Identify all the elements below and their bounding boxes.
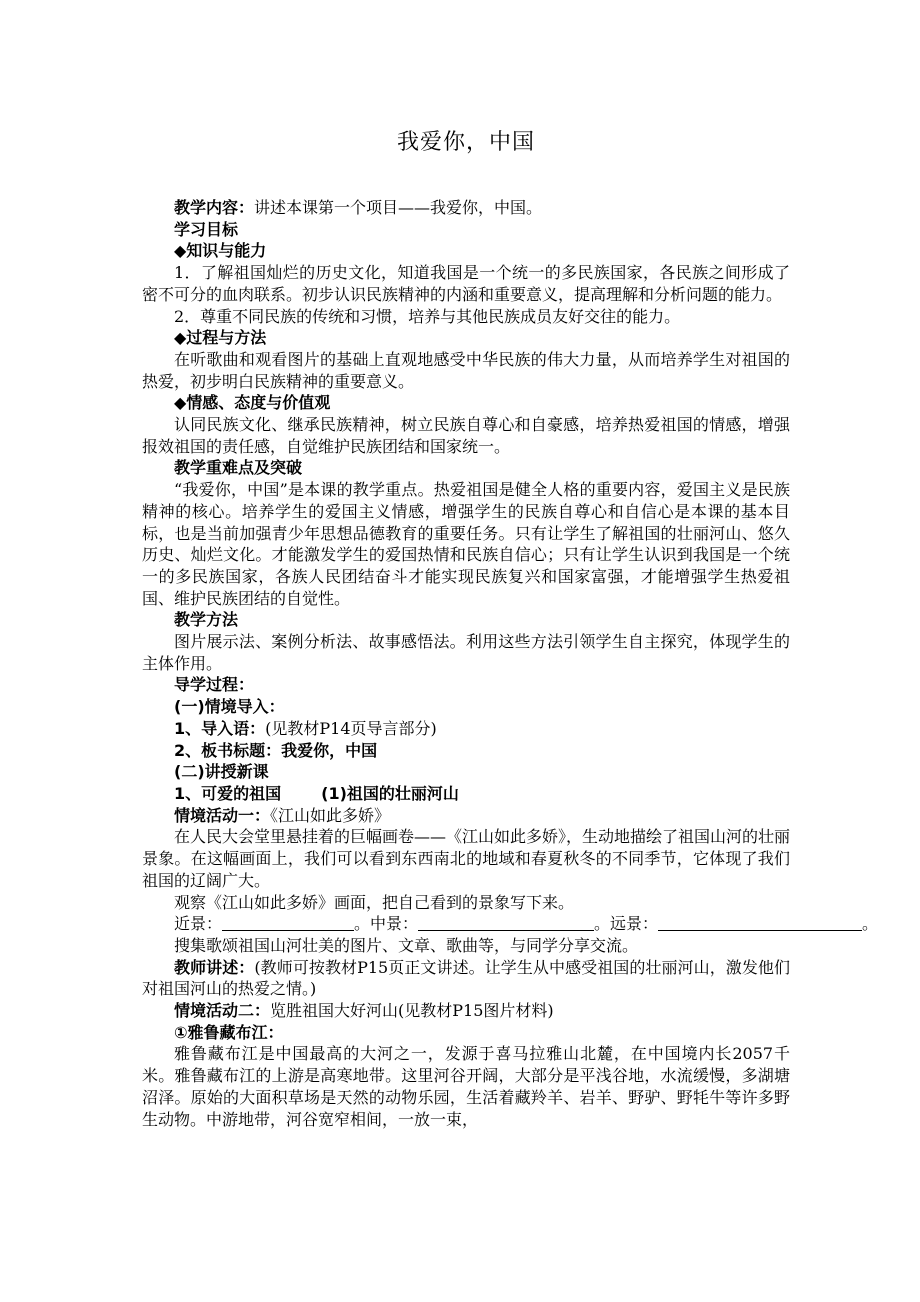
activity-1-instruction: 观察《江山如此多娇》画面，把自己看到的景象写下来。 — [174, 892, 575, 912]
near-blank[interactable] — [222, 915, 354, 931]
knowledge-paragraph-2: 2．尊重不同民族的传统和习惯，培养与其他民族成员友好交往的能力。 — [174, 306, 681, 326]
teaching-content-label: 教学内容： — [174, 198, 255, 217]
activity-1-label: 情境活动一： — [174, 805, 271, 825]
teacher-label: 教师讲述： — [174, 957, 255, 977]
far-label: 。远景： — [594, 914, 659, 934]
board-title-line: 2、板书标题：我爱你，中国 — [174, 740, 378, 760]
teaching-content-line — [142, 197, 790, 219]
end-mark: 。 — [862, 914, 879, 934]
intro-text: (见教材P14页导言部分) — [265, 718, 437, 738]
river-paragraph: 雅鲁藏布江是中国最高的大河之一，发源于喜马拉雅山北麓，在中国境内长2057千米。雅鲁藏布江的上游是高寒地带。这里河谷开阔，大部分是平浅谷地，水流缓慢，多湖塘沼泽。原始的大面积草场是天然的动物乐园，生活着藏羚羊、岩羊、野驴、野牦牛等许多野生动物。中游地带，河谷宽窄相间，一放一束， — [142, 1044, 790, 1129]
document-body — [142, 197, 879, 1130]
key-points-heading: 教学重难点及突破 — [174, 458, 303, 478]
activity-1-title: 《江山如此多娇》 — [270, 805, 391, 825]
activity-2-line — [142, 1000, 790, 1022]
section-2-heading: (二)讲授新课 — [174, 762, 269, 782]
mid-blank[interactable] — [418, 915, 594, 931]
methods-heading: 教学方法 — [174, 610, 239, 630]
subsection-1: 1、可爱的祖国 — [174, 783, 282, 803]
knowledge-paragraph-1: 1．了解祖国灿烂的历史文化，知道我国是一个统一的多民族国家，各民族之间形成了密不可分的血肉联系。初步认识民族精神的内涵和重要意义，提高理解和分析问题的能力。 — [142, 263, 790, 304]
teacher-line — [142, 957, 790, 1000]
attitude-paragraph: 认同民族文化、继承民族精神，树立民族自尊心和自豪感，培养热爱祖国的情感，增强报效祖国的责任感，自觉维护民族团结和国家统一。 — [142, 415, 790, 456]
attitude-heading: ◆情感、态度与价值观 — [174, 393, 331, 413]
activity-1-paragraph: 在人民大会堂里悬挂着的巨幅画卷——《江山如此多娇》，生动地描绘了祖国山河的壮丽景象。在这幅画面上，我们可以看到东西南北的地域和春夏秋冬的不同季节，它体现了我们祖国的辽阔广大。 — [142, 827, 791, 890]
near-label: 近景： — [174, 914, 223, 934]
mid-label: 。中景： — [354, 914, 419, 934]
activity-1-line — [142, 805, 790, 827]
activity-2-label: 情境活动二： — [174, 1001, 271, 1021]
objectives-heading: 学习目标 — [174, 219, 239, 239]
intro-label: 1、导入语： — [174, 718, 266, 738]
river-heading: ①雅鲁藏布江： — [174, 1022, 284, 1042]
activity-2-text: 览胜祖国大好河山(见教材P15图片材料) — [270, 1001, 554, 1021]
process-paragraph: 在听歌曲和观看图片的基础上直观地感受中华民族的伟大力量，从而培养学生对祖国的热爱，初步明白民族精神的重要意义。 — [142, 349, 790, 391]
methods-paragraph: 图片展示法、案例分析法、故事感悟法。利用这些方法引领学生自主探究，体现学生的主体作用。 — [142, 632, 790, 673]
key-points-paragraph: “我爱你，中国”是本课的教学重点。热爱祖国是健全人格的重要内容，爱国主义是民族精神的核心。培养学生的爱国主义情感，增强学生的民族自尊心和自信心是本课的基本目标，也是当前加强青少年思想品德教育的重要任务。只有让学生了解祖国的壮丽河山、悠久历史、灿烂文化。才能激发学生的爱国热情和民族自信心；只有让学生认识到我国是一个统一的多民族国家，各族人民团结奋斗才能实现民族复兴和国家富强，才能增强学生热爱祖国、维护民族团结的自觉性。 — [142, 480, 790, 608]
process-heading: ◆过程与方法 — [174, 328, 267, 348]
far-blank[interactable] — [658, 915, 862, 931]
subsection-1-1: (1)祖国的壮丽河山 — [321, 783, 459, 803]
guide-heading: 导学过程： — [174, 675, 255, 695]
teacher-text: (教师可按教材P15页正文讲述。让学生从中感受祖国的壮丽河山，激发他们对祖国河山的热爱之情。) — [142, 957, 790, 999]
knowledge-heading: ◆知识与能力 — [174, 241, 267, 261]
scenery-fill-in-line — [142, 913, 879, 935]
teaching-content-text: 讲述本课第一个项目——我爱你，中国。 — [254, 198, 543, 217]
subsection-heading — [142, 783, 790, 805]
activity-1-share: 搜集歌颂祖国山河壮美的图片、文章、歌曲等，与同学分享交流。 — [174, 935, 639, 955]
page-title: 我爱你，中国 — [396, 130, 535, 155]
section-1-heading: (一)情境导入： — [174, 697, 285, 717]
intro-line — [142, 718, 790, 740]
